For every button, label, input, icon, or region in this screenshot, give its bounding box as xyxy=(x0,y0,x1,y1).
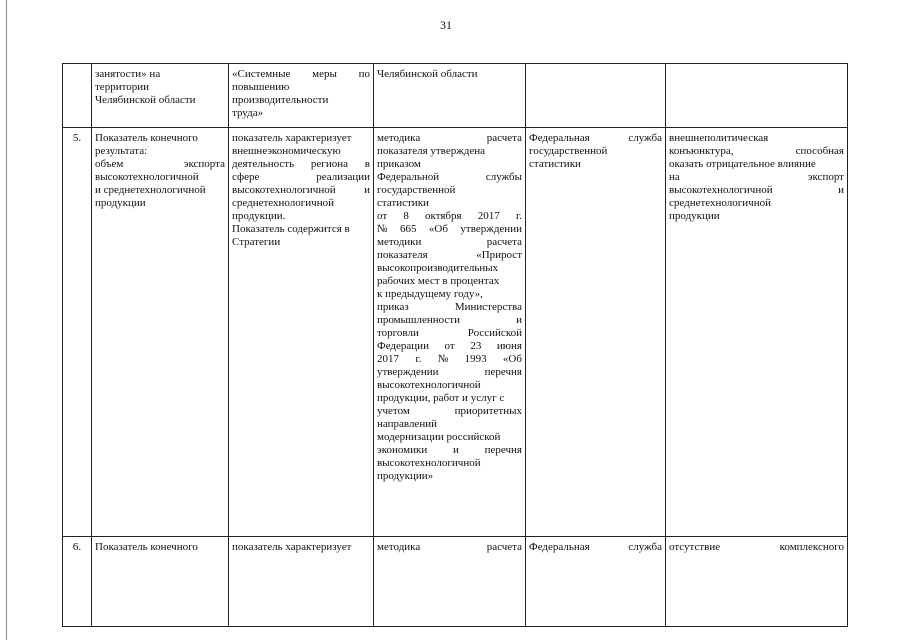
row-number-cell: 5. xyxy=(63,128,92,537)
cell-line: внешнеэкономическую xyxy=(232,145,341,157)
methodology-cell xyxy=(374,128,526,537)
description-cell xyxy=(229,128,374,537)
cell-line: модернизации российской xyxy=(377,431,501,443)
cell-line: продукции, работ и услуг с xyxy=(377,392,505,404)
cell-line: к предыдущему году», xyxy=(377,288,483,300)
word: «Об xyxy=(502,353,522,365)
word: служба xyxy=(628,541,662,553)
word: конъюнктура, xyxy=(669,145,734,157)
methodology-cell xyxy=(374,64,526,128)
cell-line-justified xyxy=(377,132,522,145)
cell-line: труда» xyxy=(232,107,264,119)
word: 1993 xyxy=(464,353,487,365)
page-number: 31 xyxy=(440,18,452,32)
word: Федеральная xyxy=(529,541,590,553)
word: «Об xyxy=(428,223,448,235)
word: и xyxy=(516,314,522,326)
description-cell xyxy=(229,64,374,128)
word: перечня xyxy=(484,366,522,378)
cell-line-justified xyxy=(377,249,522,262)
cell-line-justified xyxy=(669,171,844,184)
cell-line: статистики xyxy=(529,158,581,170)
cell-line: продукции xyxy=(669,210,720,222)
word: на xyxy=(669,171,680,183)
cell-line: высокотехнологичной xyxy=(377,457,481,469)
indicator-name-cell xyxy=(92,64,229,128)
word: деятельность xyxy=(232,158,295,170)
cell-line-justified xyxy=(669,184,844,197)
word: перечня xyxy=(484,444,522,456)
cell-line: занятости» на xyxy=(95,68,161,80)
cell-line: высокотехнологичной xyxy=(377,379,481,391)
word: Федеральная xyxy=(529,132,590,144)
cell-line: Показатель содержится в xyxy=(232,223,350,235)
risk-cell xyxy=(666,537,848,627)
cell-line-justified xyxy=(232,158,370,171)
word: методика xyxy=(377,541,421,553)
table-row xyxy=(63,537,848,627)
word: г. xyxy=(415,353,422,365)
word: по xyxy=(358,68,370,80)
cell-line: статистики xyxy=(377,197,429,209)
word: 23 xyxy=(470,340,482,352)
cell-line: продукции xyxy=(95,197,146,209)
word: «Прирост xyxy=(476,249,522,261)
risk-cell xyxy=(666,128,848,537)
cell-line: приказом xyxy=(377,158,421,170)
word: г. xyxy=(515,210,522,222)
cell-line: повышению xyxy=(232,81,290,93)
cell-line-justified xyxy=(377,353,522,366)
word: октября xyxy=(425,210,462,222)
cell-line: территории xyxy=(95,81,150,93)
word: комплексного xyxy=(779,541,844,553)
word: и xyxy=(453,444,459,456)
indicator-name-cell xyxy=(92,128,229,537)
word: экономики xyxy=(377,444,428,456)
indicator-name-cell xyxy=(92,537,229,627)
cell-line: Челябинской области xyxy=(377,68,478,80)
word: № xyxy=(377,223,388,235)
word: приоритетных xyxy=(454,405,522,417)
cell-line-justified xyxy=(377,405,522,418)
word: и xyxy=(364,184,370,196)
methodology-cell xyxy=(374,537,526,627)
word: меры xyxy=(312,68,337,80)
cell-line-justified xyxy=(377,236,522,249)
cell-line: оказать отрицательное влияние xyxy=(669,158,816,170)
word: экспорта xyxy=(183,158,225,170)
cell-line: среднетехнологичной xyxy=(669,197,771,209)
description-cell xyxy=(229,537,374,627)
cell-line: Показатель конечного xyxy=(95,541,198,553)
cell-line-justified xyxy=(232,171,370,184)
word: утверждении xyxy=(377,366,439,378)
word: способная xyxy=(795,145,844,157)
cell-line: среднетехнологичной xyxy=(232,197,334,209)
word: показателя xyxy=(377,249,428,261)
word: высокотехнологичной xyxy=(232,184,336,196)
word: Федеральной xyxy=(377,171,440,183)
word: от xyxy=(377,210,388,222)
source-cell xyxy=(526,128,666,537)
cell-line-justified xyxy=(377,366,522,379)
page-edge-line xyxy=(6,0,7,640)
word: высокотехнологичной xyxy=(669,184,773,196)
word: июня xyxy=(496,340,522,352)
cell-line-justified xyxy=(377,444,522,457)
cell-line: результата: xyxy=(95,145,148,157)
word: расчета xyxy=(486,236,522,248)
word: методики xyxy=(377,236,422,248)
word: отсутствие xyxy=(669,541,721,553)
cell-line: Челябинской области xyxy=(95,94,196,106)
word: Министерства xyxy=(454,301,522,313)
cell-line: и среднетехнологичной xyxy=(95,184,206,196)
word: региона xyxy=(310,158,348,170)
cell-line-justified xyxy=(377,340,522,353)
cell-line-justified xyxy=(232,184,370,197)
cell-line: показателя утверждена xyxy=(377,145,486,157)
word: сфере xyxy=(232,171,260,183)
word: от xyxy=(444,340,455,352)
cell-line: рабочих мест в процентах xyxy=(377,275,500,287)
row-number-cell xyxy=(63,64,92,128)
risk-cell xyxy=(666,64,848,128)
cell-line-justified xyxy=(669,145,844,158)
word: Федерации xyxy=(377,340,429,352)
word: службы xyxy=(485,171,522,183)
word: промышленности xyxy=(377,314,460,326)
cell-line-justified xyxy=(529,132,662,145)
cell-line-justified xyxy=(377,171,522,184)
cell-line-justified xyxy=(669,541,844,554)
word: «Системные xyxy=(232,68,291,80)
word: 2017 xyxy=(377,353,399,365)
cell-line-justified xyxy=(232,68,370,81)
word: учетом xyxy=(377,405,410,417)
cell-line-justified xyxy=(529,541,662,554)
table-row xyxy=(63,64,848,128)
word: в xyxy=(364,158,370,170)
cell-line: Стратегии xyxy=(232,236,281,248)
word: методика xyxy=(377,132,421,144)
word: служба xyxy=(628,132,662,144)
word: экспорт xyxy=(807,171,844,183)
cell-line: внешнеполитическая xyxy=(669,132,769,144)
cell-line-justified xyxy=(377,314,522,327)
cell-line: высокопроизводительных xyxy=(377,262,499,274)
cell-line: показатель характеризует xyxy=(232,132,352,144)
word: торговли xyxy=(377,327,419,339)
cell-line: высокотехнологичной xyxy=(95,171,199,183)
word: расчета xyxy=(486,541,522,553)
cell-line-justified xyxy=(377,223,522,236)
word: 2017 xyxy=(477,210,500,222)
word: расчета xyxy=(486,132,522,144)
cell-line-justified xyxy=(377,210,522,223)
word: утверждении xyxy=(460,223,522,235)
word: Российской xyxy=(467,327,522,339)
cell-line: государственной xyxy=(529,145,608,157)
word: реализации xyxy=(316,171,370,183)
word: приказ xyxy=(377,301,409,313)
source-cell xyxy=(526,64,666,128)
row-number-cell: 6. xyxy=(63,537,92,627)
word: 8 xyxy=(403,210,409,222)
cell-line: продукции» xyxy=(377,470,434,482)
cell-line: показатель характеризует xyxy=(232,541,352,553)
cell-line: направлений xyxy=(377,418,437,430)
word: № xyxy=(437,353,449,365)
source-cell xyxy=(526,537,666,627)
cell-line: производительности xyxy=(232,94,329,106)
cell-line: государственной xyxy=(377,184,456,196)
cell-line-justified xyxy=(377,541,522,554)
cell-line-justified xyxy=(377,327,522,340)
word: и xyxy=(838,184,844,196)
cell-line-justified xyxy=(377,301,522,314)
word: объем xyxy=(95,158,124,170)
word: 665 xyxy=(399,223,417,235)
cell-line: продукции. xyxy=(232,210,286,222)
cell-line-justified xyxy=(95,158,225,171)
cell-line: Показатель конечного xyxy=(95,132,198,144)
table-row xyxy=(63,128,848,537)
indicator-table xyxy=(62,63,848,627)
